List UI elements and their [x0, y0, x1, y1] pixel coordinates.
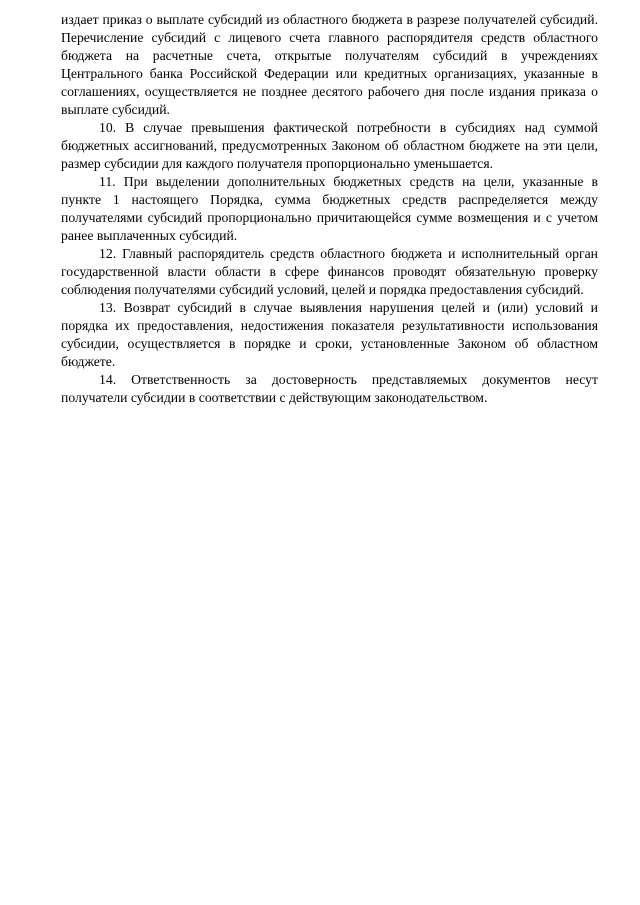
document-body	[61, 11, 598, 407]
paragraph-13: 13. Возврат субсидий в случае выявления нарушения целей и (или) условий и порядка их предоставления, недостижения показателя результативности использования субсидии, осуществляется в порядке и сроки, установленные Законом об областном бюджете.	[61, 300, 598, 369]
paragraph-continuation: издает приказ о выплате субсидий из областного бюджета в разрезе получателей субсидий. Перечисление субсидий с лицевого счета главного распорядителя средств областного бюджета на расчетные счета, открытые получателям субсидий в учреждениях Центрального банка Российской Федерации или кредитных организациях, указанные в соглашениях, осуществляется не позднее десятого рабочего дня после издания приказа о выплате субсидий.	[61, 12, 598, 117]
paragraph-14: 14. Ответственность за достоверность представляемых документов несут получатели субсидии в соответствии с действующим законодательством.	[61, 372, 598, 405]
paragraph-12: 12. Главный распорядитель средств областного бюджета и исполнительный орган государственной власти области в сфере финансов проводят обязательную проверку соблюдения получателями субсидий условий, целей и порядка предоставления субсидий.	[61, 246, 598, 297]
paragraph-11: 11. При выделении дополнительных бюджетных средств на цели, указанные в пункте 1 настоящего Порядка, сумма бюджетных средств распределяется между получателями субсидий пропорционально причитающейся сумме возмещения и с учетом ранее выплаченных субсидий.	[61, 174, 598, 243]
paragraph-10: 10. В случае превышения фактической потребности в субсидиях над суммой бюджетных ассигнований, предусмотренных Законом об областном бюджете на эти цели, размер субсидии для каждого получателя пропорционально уменьшается.	[61, 120, 598, 171]
